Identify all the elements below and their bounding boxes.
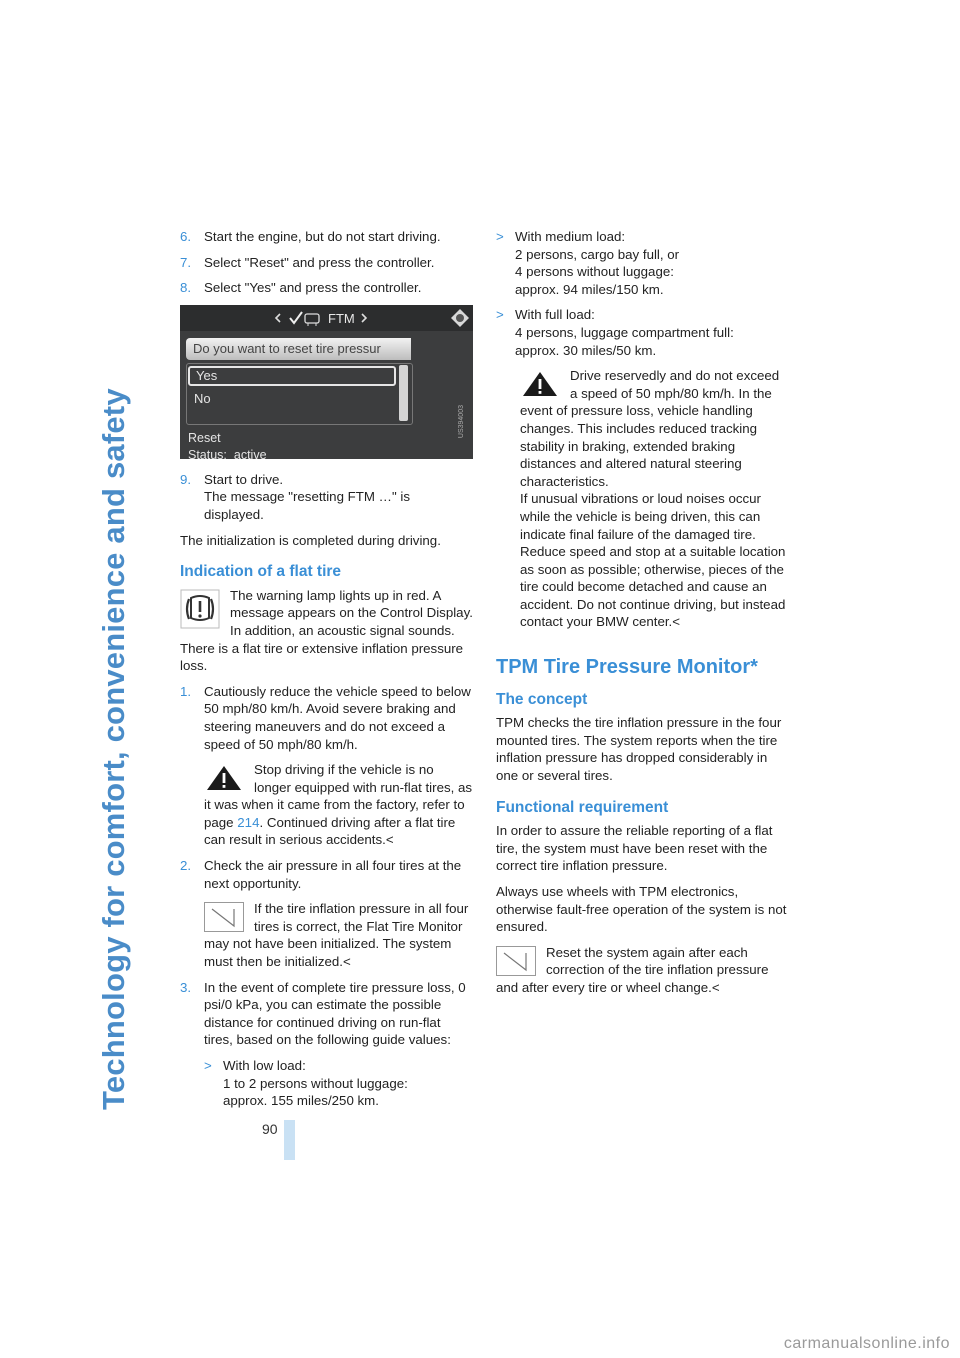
step-8: 8. Select "Yes" and press the controller. [180, 280, 422, 296]
option-yes[interactable]: Yes [188, 366, 396, 386]
flat-tire-heading: Indication of a flat tire [180, 563, 342, 581]
right-column [496, 228, 789, 1005]
page-number: 90 [262, 1121, 278, 1137]
step-9: 9. Start to drive. The message "resetting FTM …" is displayed. [180, 471, 410, 522]
watermark: carmanualsonline.info [783, 1335, 950, 1352]
note-reset-system: Reset the system again after each correction of the tire inflation pressure and after every tire or wheel change.< [496, 944, 769, 995]
full-load-item: > With full load: 4 persons, luggage compartment full: approx. 30 miles/50 km. [496, 307, 734, 358]
functional-text-1: In order to assure the reliable reporting of a flat tire, the system must have been reset with the correct tire inflation pressure. [496, 823, 773, 874]
option-no[interactable]: No [194, 390, 211, 406]
controller-icon [450, 308, 470, 328]
step-7: 7. Select "Reset" and press the controller. [180, 254, 435, 270]
control-display-screenshot [180, 305, 473, 459]
step-1: 1. Cautiously reduce the vehicle speed to below 50 mph/80 km/h. Avoid severe braking and steering maneuvers and do not exceed a speed of 50 mph/80 km/h. [180, 683, 471, 752]
reset-label: Reset [188, 430, 221, 445]
warning-continued: If unusual vibrations or loud noises occur while the vehicle is being driven, this can indicate final failure of the damaged tire. Reduce speed and stop at a suitable location as soon as possible; otherwise, pieces of the tire could become detached and cause an accident. Do not continue driving, but instead contact your BMW center.< [520, 491, 786, 630]
note-initialize: If the tire inflation pressure in all four tires is correct, the Flat Tire Monitor may not have been initialized. The system must then be initialized.< [204, 901, 469, 970]
scrollbar [399, 365, 408, 421]
warning-triangle-icon [204, 763, 244, 793]
warning-triangle-icon [520, 369, 560, 399]
note-arrow-icon [496, 946, 536, 976]
warning-drive-reservedly: Drive reservedly and do not exceed a speed of 50 mph/80 km/h. In the event of pressure loss, vehicle handling changes. This includes reduced tracking stability in braking, extended braking distances and altered natural steering characteristics. [520, 368, 780, 489]
concept-heading: The concept [496, 690, 588, 708]
step-3: 3. In the event of complete tire pressure loss, 0 psi/0 kPa, you can estimate the possible distance for continued driving on run-flat tires, based on the following guide values: [180, 979, 466, 1048]
functional-text-2: Always use wheels with TPM electronics, otherwise fault-free operation of the system is not ensured. [496, 884, 787, 935]
tire-warning-lamp-icon [180, 589, 220, 629]
step-2: 2. Check the air pressure in all four tires at the next opportunity. [180, 858, 462, 891]
note-arrow-icon [204, 902, 244, 932]
arrow-left-icon [274, 313, 282, 323]
init-text: The initialization is completed during driving. [180, 532, 441, 548]
flat-tire-note: The warning lamp lights up in red. A message appears on the Control Display. In addition, an acoustic signal sounds. There is a flat tire or extensive inflation pressure loss. [180, 587, 473, 674]
concept-text: TPM checks the tire inflation pressure in the four mounted tires. The system reports when the tire inflation pressure has dropped considerably in one or several tires. [496, 715, 782, 784]
warning-run-flat: Stop driving if the vehicle is no longer equipped with run-flat tires, as it was when it came from the factory, refer to page 214. Continued driving after a flat tire can result in serious accidents.< [204, 762, 473, 848]
image-code: US394003 [458, 404, 466, 438]
tpm-heading: TPM Tire Pressure Monitor* [496, 656, 758, 679]
tire-check-icon [288, 309, 322, 327]
low-load-item: > With low load: 1 to 2 persons without luggage: approx. 155 miles/250 km. [204, 1058, 408, 1109]
arrow-right-icon [360, 313, 368, 323]
medium-load-item: > With medium load: 2 persons, cargo bay full, or 4 persons without luggage: approx. 94 miles/150 km. [496, 229, 680, 297]
screen-header [180, 305, 473, 331]
status-line: Status: active [188, 447, 267, 459]
functional-requirement-heading: Functional requirement [496, 798, 669, 816]
screen-header-label: FTM [328, 310, 355, 326]
step-6: 6. Start the engine, but do not start driving. [180, 229, 441, 244]
page-link-214[interactable]: 214 [237, 814, 260, 830]
reset-question: Do you want to reset tire pressur [186, 338, 411, 360]
left-column [180, 228, 473, 1118]
page-number-bar [284, 1120, 295, 1160]
